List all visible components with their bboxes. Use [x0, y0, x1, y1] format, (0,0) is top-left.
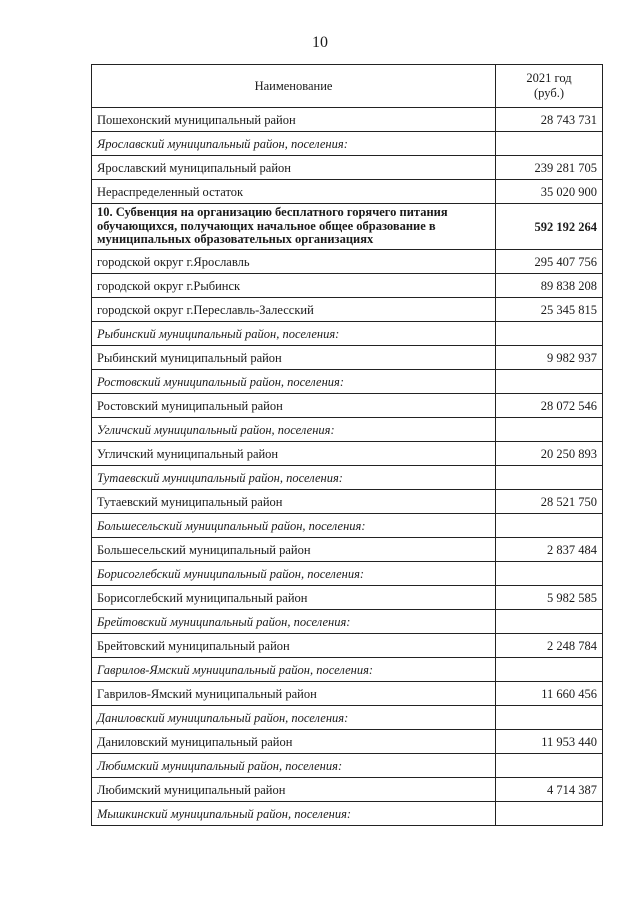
row-name-cell: городской округ г.Переславль-Залесский	[92, 298, 496, 322]
row-name-cell: городской округ г.Ярославль	[92, 250, 496, 274]
row-name-cell: Борисоглебский муниципальный район	[92, 586, 496, 610]
row-value-cell	[496, 610, 603, 634]
row-value-cell	[496, 132, 603, 156]
row-value-cell	[496, 370, 603, 394]
row-value-cell: 28 743 731	[496, 108, 603, 132]
row-name-cell: Рыбинский муниципальный район, поселения:	[92, 322, 496, 346]
table-row	[92, 442, 603, 466]
table-group-row	[92, 706, 603, 730]
row-name-cell: Тутаевский муниципальный район	[92, 490, 496, 514]
row-name-cell: Большесельский муниципальный район	[92, 538, 496, 562]
table-group-row	[92, 562, 603, 586]
table-group-row	[92, 514, 603, 538]
row-name-cell: Нераспределенный остаток	[92, 180, 496, 204]
table-row	[92, 634, 603, 658]
table-group-row	[92, 466, 603, 490]
table-section-row	[92, 204, 603, 250]
row-value-cell: 4 714 387	[496, 778, 603, 802]
row-name-cell: Борисоглебский муниципальный район, поселения:	[92, 562, 496, 586]
column-header-value	[496, 65, 603, 108]
row-value-cell: 35 020 900	[496, 180, 603, 204]
column-header-unit: (руб.)	[534, 86, 564, 100]
row-value-cell: 2 837 484	[496, 538, 603, 562]
table-group-row	[92, 802, 603, 826]
table-row	[92, 250, 603, 274]
row-value-cell	[496, 466, 603, 490]
row-name-cell: Гаврилов-Ямский муниципальный район	[92, 682, 496, 706]
row-value-cell: 25 345 815	[496, 298, 603, 322]
row-name-cell: городской округ г.Рыбинск	[92, 274, 496, 298]
row-value-cell	[496, 706, 603, 730]
row-value-cell	[496, 658, 603, 682]
row-name-cell: Ростовский муниципальный район	[92, 394, 496, 418]
budget-table	[91, 64, 603, 826]
row-value-cell	[496, 562, 603, 586]
row-value-cell	[496, 418, 603, 442]
row-value-cell: 11 953 440	[496, 730, 603, 754]
table-row	[92, 346, 603, 370]
row-value-cell: 2 248 784	[496, 634, 603, 658]
row-name-cell: Рыбинский муниципальный район	[92, 346, 496, 370]
row-value-cell	[496, 514, 603, 538]
row-name-cell: Пошехонский муниципальный район	[92, 108, 496, 132]
table-body	[92, 108, 603, 826]
column-header-name: Наименование	[92, 65, 496, 108]
row-name-cell: Брейтовский муниципальный район, поселения:	[92, 610, 496, 634]
row-value-cell	[496, 322, 603, 346]
row-value-cell: 9 982 937	[496, 346, 603, 370]
table-row	[92, 538, 603, 562]
table-group-row	[92, 658, 603, 682]
table-row	[92, 274, 603, 298]
row-name-cell: Ярославский муниципальный район, поселения:	[92, 132, 496, 156]
row-value-cell: 28 072 546	[496, 394, 603, 418]
table-group-row	[92, 610, 603, 634]
table-header-row	[92, 65, 603, 108]
row-name-cell: Ростовский муниципальный район, поселения:	[92, 370, 496, 394]
table-row	[92, 730, 603, 754]
table-row	[92, 394, 603, 418]
row-value-cell: 20 250 893	[496, 442, 603, 466]
table-row	[92, 298, 603, 322]
table-row	[92, 490, 603, 514]
row-name-cell: 10. Субвенция на организацию бесплатного горячего питания обучающихся, получающих начальное общее образование в муниципальных образовательных организациях	[92, 204, 496, 250]
row-value-cell: 295 407 756	[496, 250, 603, 274]
row-name-cell: Даниловский муниципальный район, поселения:	[92, 706, 496, 730]
table-row	[92, 156, 603, 180]
row-name-cell: Любимский муниципальный район, поселения:	[92, 754, 496, 778]
row-name-cell: Брейтовский муниципальный район	[92, 634, 496, 658]
table-row	[92, 108, 603, 132]
row-value-cell	[496, 754, 603, 778]
row-value-cell: 5 982 585	[496, 586, 603, 610]
table-row	[92, 180, 603, 204]
table-group-row	[92, 132, 603, 156]
table-group-row	[92, 754, 603, 778]
row-name-cell: Угличский муниципальный район	[92, 442, 496, 466]
table-row	[92, 586, 603, 610]
row-value-cell: 592 192 264	[496, 204, 603, 250]
table-row	[92, 682, 603, 706]
page-number: 10	[312, 34, 328, 51]
table-group-row	[92, 418, 603, 442]
row-value-cell: 239 281 705	[496, 156, 603, 180]
row-name-cell: Гаврилов-Ямский муниципальный район, поселения:	[92, 658, 496, 682]
column-header-year: 2021 год	[526, 71, 572, 85]
row-value-cell	[496, 802, 603, 826]
row-value-cell: 89 838 208	[496, 274, 603, 298]
row-name-cell: Угличский муниципальный район, поселения:	[92, 418, 496, 442]
row-name-cell: Мышкинский муниципальный район, поселения:	[92, 802, 496, 826]
table-group-row	[92, 322, 603, 346]
row-name-cell: Любимский муниципальный район	[92, 778, 496, 802]
row-name-cell: Ярославский муниципальный район	[92, 156, 496, 180]
table-group-row	[92, 370, 603, 394]
row-value-cell: 11 660 456	[496, 682, 603, 706]
row-name-cell: Большесельский муниципальный район, поселения:	[92, 514, 496, 538]
row-name-cell: Тутаевский муниципальный район, поселения:	[92, 466, 496, 490]
row-value-cell: 28 521 750	[496, 490, 603, 514]
row-name-cell: Даниловский муниципальный район	[92, 730, 496, 754]
table-row	[92, 778, 603, 802]
